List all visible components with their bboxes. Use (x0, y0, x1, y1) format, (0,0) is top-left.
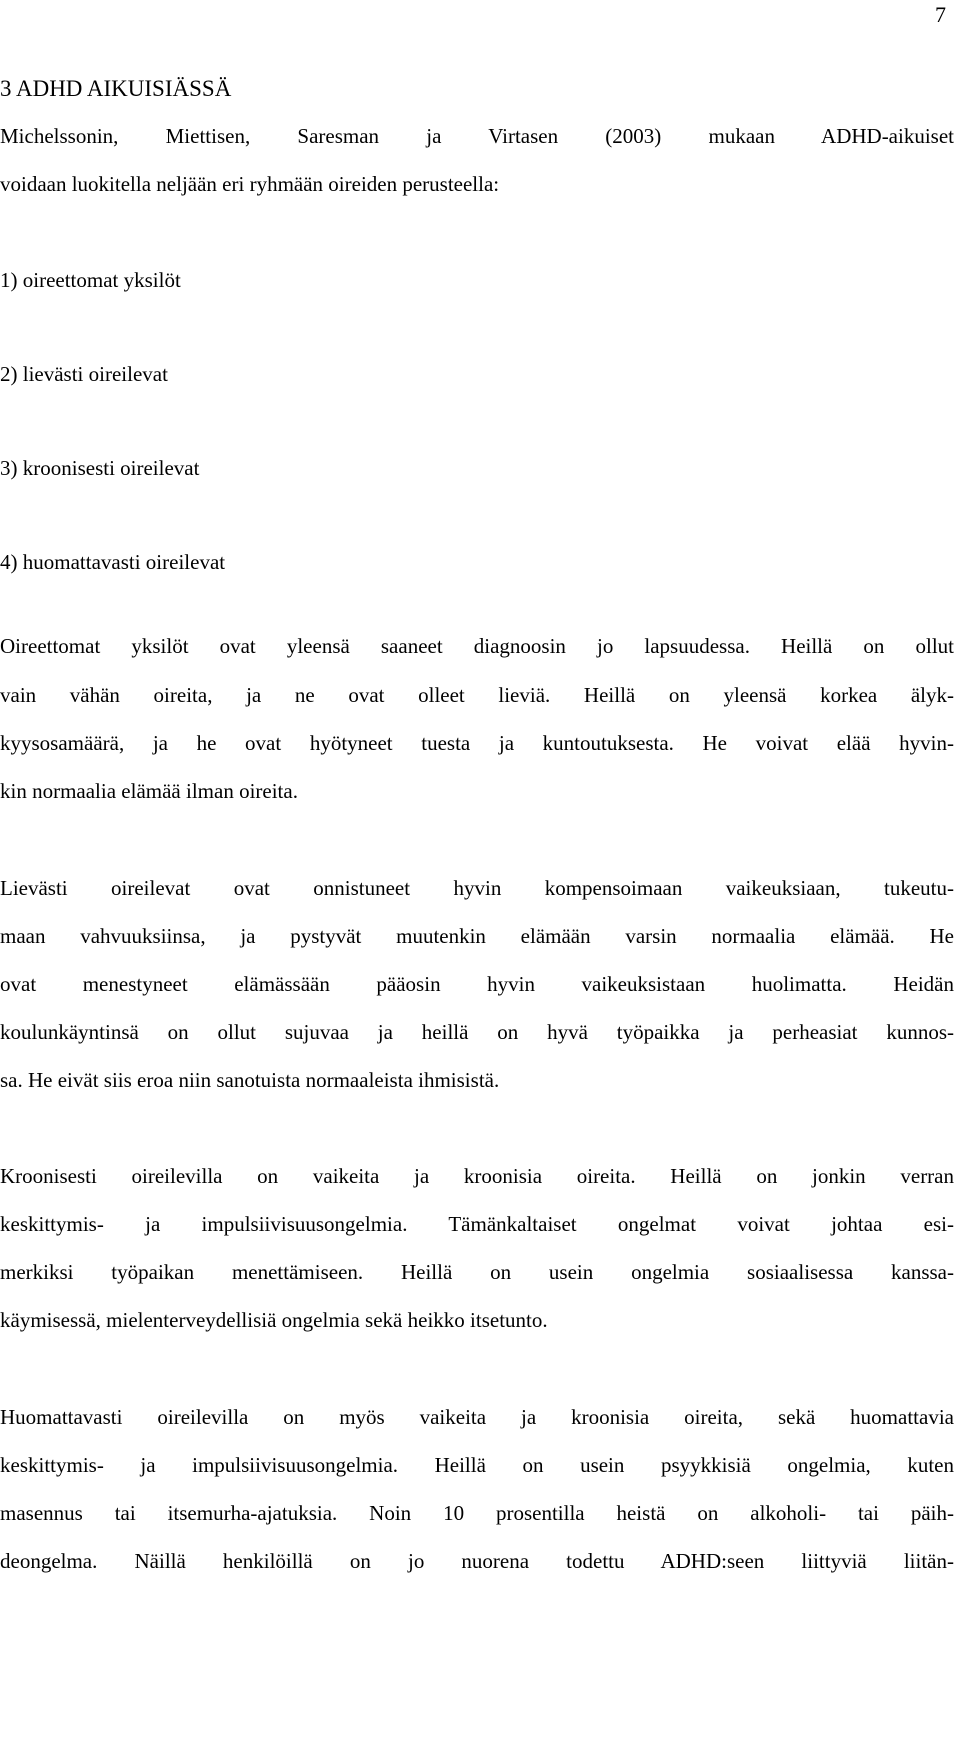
paragraph-line: merkiksi työpaikan menettämiseen. Heillä on usein ongelmia sosiaalisessa kanssa- (0, 1260, 954, 1284)
paragraph-line: Lievästi oireilevat ovat onnistuneet hyvin kompensoimaan vaikeuksiaan, tukeutu- (0, 876, 954, 900)
paragraph-line: Huomattavasti oireilevilla on myös vaikeita ja kroonisia oireita, sekä huomattavia (0, 1405, 954, 1429)
paragraph-line: käymisessä, mielenterveydellisiä ongelmia sekä heikko itsetunto. (0, 1308, 548, 1332)
paragraph-line: sa. He eivät siis eroa niin sanotuista normaaleista ihmisistä. (0, 1068, 500, 1092)
page-number: 7 (935, 2, 946, 27)
paragraph-line: ovat menestyneet elämässään pääosin hyvin vaikeuksistaan huolimatta. Heidän (0, 972, 954, 996)
paragraph-line: vain vähän oireita, ja ne ovat olleet lieviä. Heillä on yleensä korkea älyk- (0, 683, 954, 707)
paragraph-line: keskittymis- ja impulsiivisuusongelmia. Heillä on usein psyykkisiä ongelmia, kuten (0, 1453, 954, 1477)
intro-line: voidaan luokitella neljään eri ryhmään oireiden perusteella: (0, 172, 500, 196)
paragraph-line: keskittymis- ja impulsiivisuusongelmia. Tämänkaltaiset ongelmat voivat johtaa esi- (0, 1212, 954, 1236)
paragraph-line: kin normaalia elämää ilman oireita. (0, 779, 298, 803)
paragraph-line: deongelma. Näillä henkilöillä on jo nuorena todettu ADHD:seen liittyviä liitän- (0, 1549, 954, 1573)
intro-line: Michelssonin, Miettisen, Saresman ja Virtasen (2003) mukaan ADHD-aikuiset (0, 124, 954, 148)
list-item: 4) huomattavasti oireilevat (0, 550, 226, 574)
paragraph-line: masennus tai itsemurha-ajatuksia. Noin 10 prosentilla heistä on alkoholi- tai päih- (0, 1501, 954, 1525)
paragraph-line: kyysosamäärä, ja he ovat hyötyneet tuesta ja kuntoutuksesta. He voivat elää hyvin- (0, 731, 954, 755)
list-item: 3) kroonisesti oireilevat (0, 456, 200, 480)
paragraph-line: maan vahvuuksiinsa, ja pystyvät muutenkin elämään varsin normaalia elämää. He (0, 924, 954, 948)
chapter-heading: 3 ADHD AIKUISIÄSSÄ (0, 76, 232, 101)
paragraph-line: Oireettomat yksilöt ovat yleensä saaneet diagnoosin jo lapsuudessa. Heillä on ollut (0, 634, 954, 658)
paragraph-line: Kroonisesti oireilevilla on vaikeita ja kroonisia oireita. Heillä on jonkin verran (0, 1164, 954, 1188)
paragraph-line: koulunkäyntinsä on ollut sujuvaa ja heillä on hyvä työpaikka ja perheasiat kunnos- (0, 1020, 954, 1044)
list-item: 1) oireettomat yksilöt (0, 268, 181, 292)
list-item: 2) lievästi oireilevat (0, 362, 168, 386)
